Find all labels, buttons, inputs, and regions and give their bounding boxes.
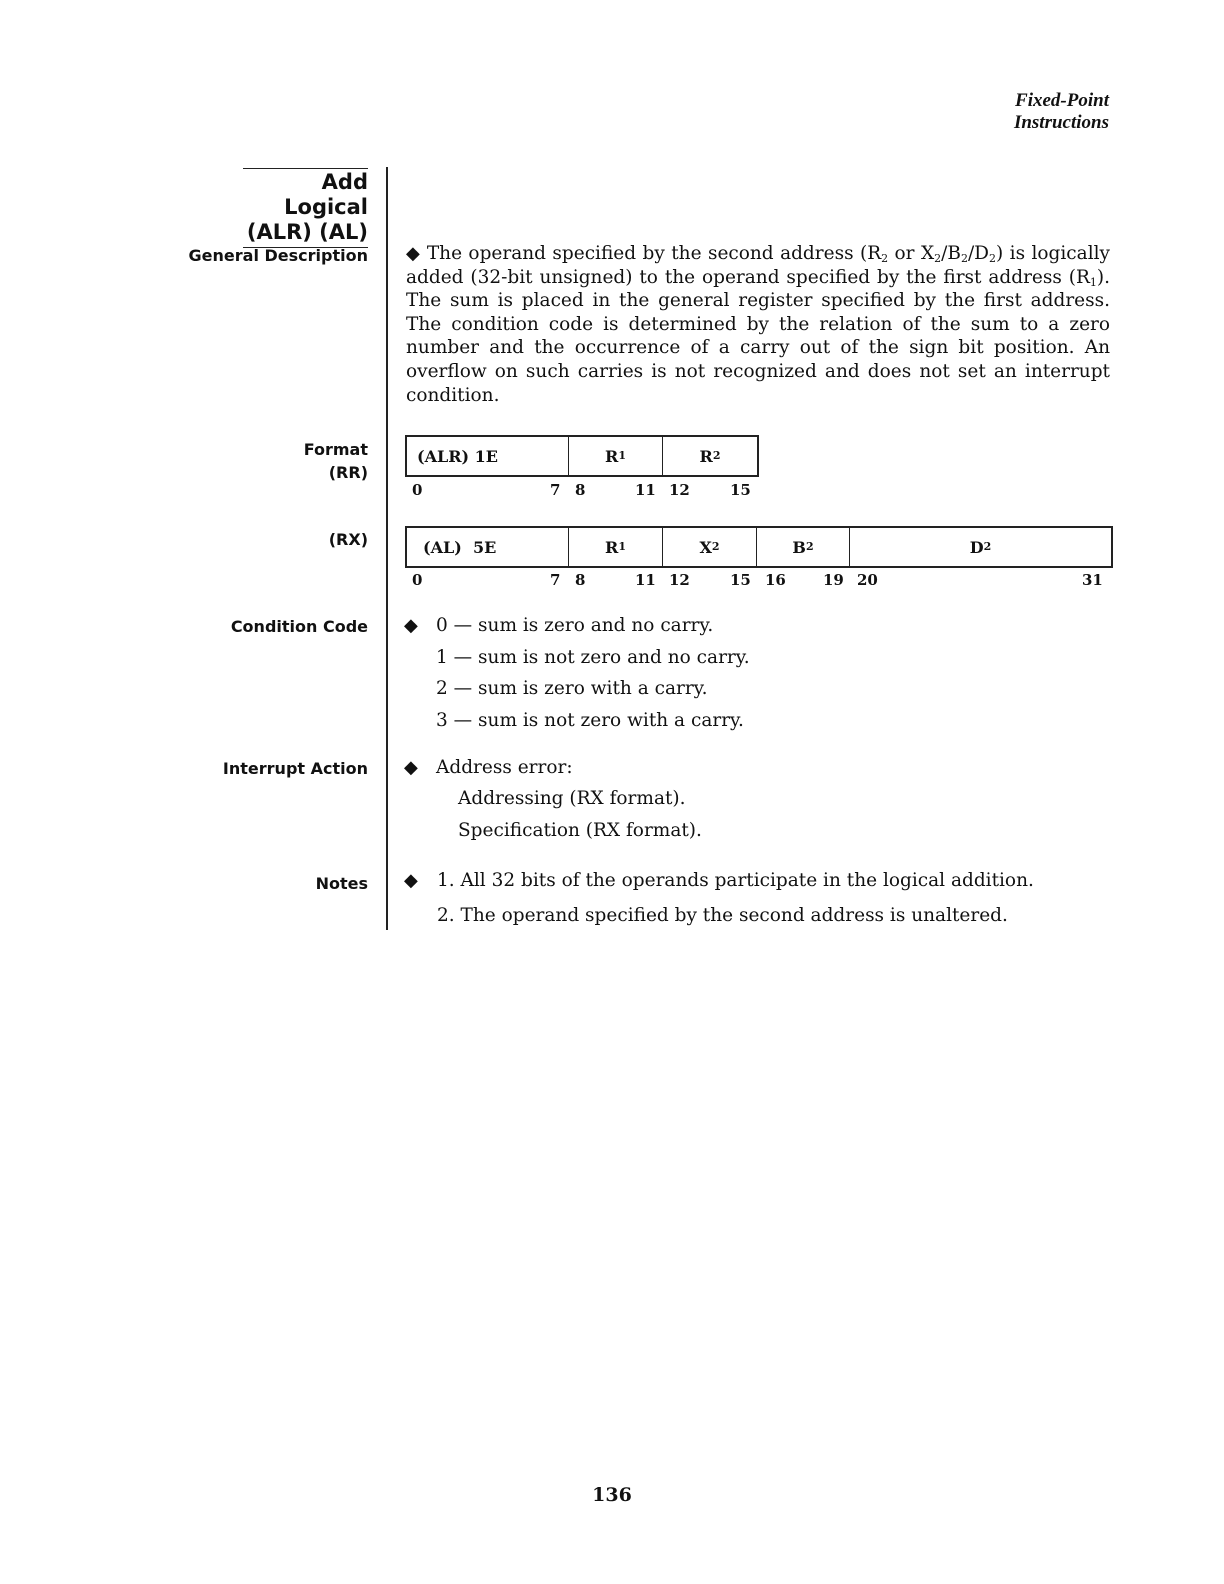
running-header — [1014, 90, 1109, 134]
subscript: 2 — [960, 252, 968, 265]
label-rx: (RX) — [328, 530, 368, 549]
label-interrupt-action: Interrupt Action — [222, 759, 368, 778]
rr-format-diagram — [405, 435, 759, 477]
field-label: (ALR) 1E — [417, 446, 498, 466]
field-opcode — [407, 528, 569, 566]
field-r2: R 2 — [699, 446, 721, 466]
field-x2: X 2 — [663, 528, 757, 566]
desc-seg: ) is logically added (32-bit unsigned) to the operand specified by the first address (R — [406, 243, 1110, 288]
interrupt-list — [458, 787, 702, 850]
subscript: 1 — [1089, 275, 1097, 289]
bit-label: 0 — [412, 481, 423, 499]
bit-label: 20 — [857, 571, 878, 589]
bit-label: 12 — [669, 571, 690, 589]
label-format: Format — [303, 440, 368, 459]
field-opcode — [407, 437, 569, 475]
desc-seg: The operand specified by the second address (R — [426, 243, 882, 264]
bullet-diamond-icon: ◆ — [404, 870, 418, 891]
rx-format-diagram — [405, 526, 1113, 568]
bit-label: 7 — [550, 481, 561, 499]
label-condition-code: Condition Code — [230, 617, 368, 636]
subscript: 2 — [989, 252, 997, 265]
margin-rule — [386, 167, 388, 930]
field-r1: R 1 — [569, 528, 663, 566]
bit-label: 15 — [730, 571, 751, 589]
field-label: B — [792, 537, 806, 557]
label-notes: Notes — [315, 874, 368, 893]
condition-code-item: 2 — sum is zero with a carry. — [436, 678, 708, 699]
bit-label: 12 — [669, 481, 690, 499]
bit-label: 16 — [765, 571, 786, 589]
bullet-diamond-icon: ◆ — [406, 243, 421, 264]
field-label: D — [969, 537, 984, 557]
bit-label: 11 — [635, 481, 656, 499]
field-d2: D 2 — [969, 537, 992, 557]
field-label: X — [699, 537, 712, 557]
title-line-1: Add Logical — [284, 170, 368, 219]
desc-seg: or X — [888, 243, 935, 264]
note-item: 2. The operand specified by the second address is unaltered. — [437, 905, 1008, 926]
field-label: R — [699, 446, 713, 466]
condition-code-item: 3 — sum is not zero with a carry. — [436, 709, 744, 731]
bullet-diamond-icon: ◆ — [404, 757, 418, 778]
bit-label: 11 — [635, 571, 656, 589]
condition-code-item: 1 — sum is not zero and no carry. — [436, 646, 750, 668]
note-item: 1. All 32 bits of the operands participate in the logical addition. — [437, 870, 1034, 891]
header-line-2: Instructions — [1013, 112, 1109, 133]
interrupt-item: Addressing (RX format). — [458, 788, 686, 809]
field-label: R — [605, 446, 619, 466]
page-number: 136 — [592, 1484, 632, 1506]
bit-label: 19 — [823, 571, 844, 589]
field-b2: B 2 — [757, 528, 850, 566]
label-rr: (RR) — [328, 463, 368, 482]
field-label: R — [605, 537, 619, 557]
bit-label: 7 — [550, 571, 561, 589]
desc-seg: ). The sum is placed in the general register specified by the first address. The condition code is determined by the relation of the sum to a zero number and the occurrence of a carry out of the sign bit position. An overflow on such carries is not recognized and does not set an interrupt condition. — [406, 266, 1110, 406]
interrupt-heading: Address error: — [436, 757, 573, 778]
bit-label: 0 — [412, 571, 423, 589]
instruction-title — [243, 168, 368, 248]
general-description-text — [406, 242, 1110, 407]
field-r1: R 1 — [569, 437, 663, 475]
desc-seg: /B — [941, 243, 961, 264]
bit-label: 31 — [1082, 571, 1103, 589]
bit-label: 8 — [575, 571, 586, 589]
bullet-diamond-icon: ◆ — [404, 615, 418, 636]
interrupt-item: Specification (RX format). — [458, 819, 702, 841]
bit-label: 15 — [730, 481, 751, 499]
bit-label: 8 — [575, 481, 586, 499]
label-general-description: General Description — [188, 246, 368, 265]
desc-seg: /D — [967, 243, 990, 264]
condition-code-item: 0 — sum is zero and no carry. — [436, 615, 714, 636]
condition-code-list — [436, 614, 750, 740]
notes-list — [437, 869, 1034, 939]
title-line-2: (ALR) (AL) — [246, 220, 368, 244]
field-label: (AL) 5E — [423, 537, 497, 557]
subscript: 2 — [881, 252, 889, 265]
header-line-1: Fixed-Point — [1015, 90, 1109, 111]
subscript: 2 — [934, 252, 942, 265]
